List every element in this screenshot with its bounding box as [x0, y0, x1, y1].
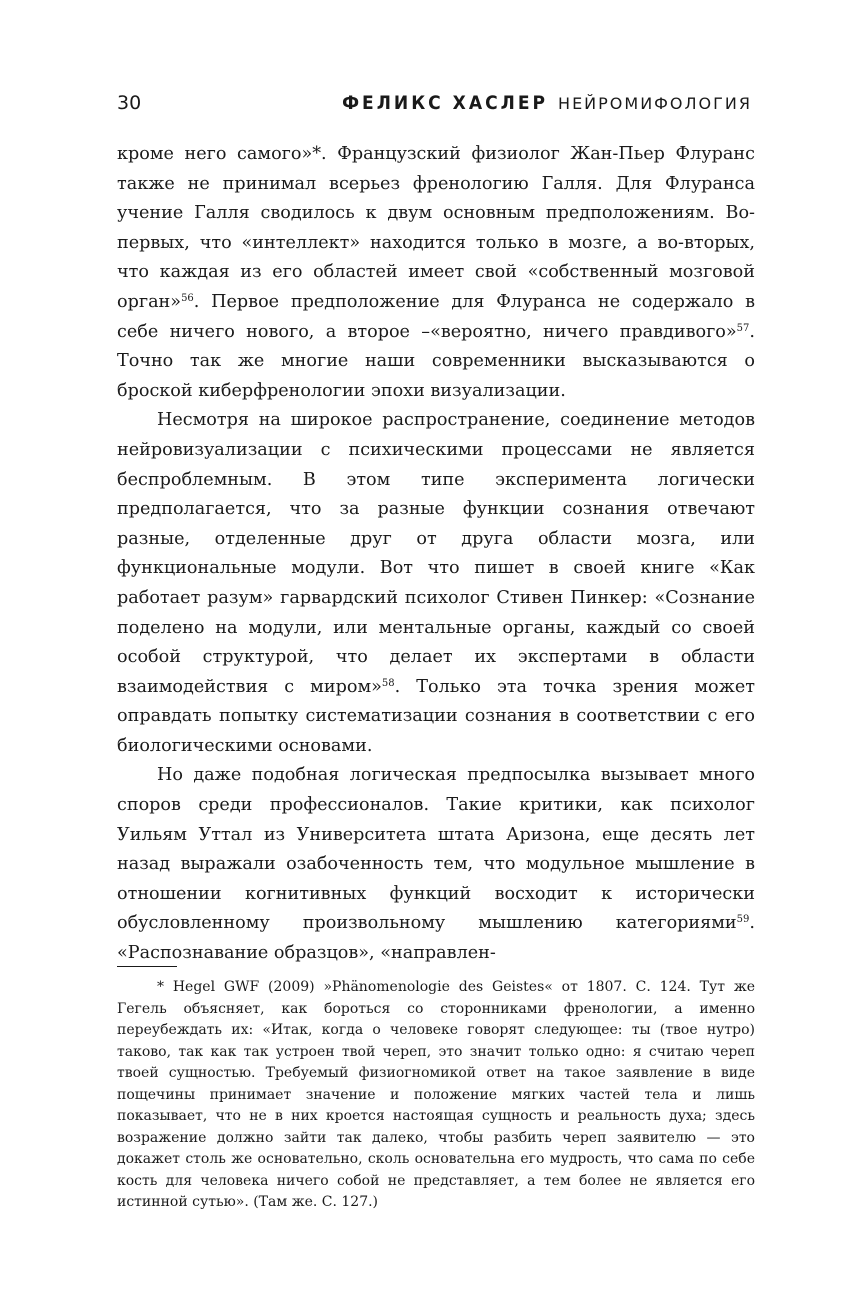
footnote-text: * Hegel GWF (2009) »Phänomenologie des Geistes« от 1807. С. 124. Тут же Гегель объясняет, как бороться со сторонниками френологии, а именно переубеждать их: «Итак, когда о человеке говорят следующее: ты (твое нутро) таково, так как так устроен твой череп, это значит только одно: я считаю череп твоей сущностью. Требуемый физиогномикой ответ на такое заявление в виде пощечины принимает значение и положение мягких частей тела и лишь показывает, что не в них кроется настоящая сущность и реальность духа; здесь возражение должно зайти так далеко, чтобы разбить череп заявителю — это докажет столь же основательно, сколь основательна его мудрость, что сама по себе кость для человека ничего собой не представляет, а тем более не является его истинной сутью». (Там же. С. 127.) — [117, 979, 755, 1210]
author-name: ФЕЛИКС ХАСЛЕР — [342, 92, 549, 114]
book-title: НЕЙРОМИФОЛОГИЯ — [558, 94, 752, 113]
paragraph — [117, 406, 755, 761]
footnote-divider — [117, 966, 177, 967]
footnote-ref: 58 — [381, 677, 395, 689]
paragraph — [117, 761, 755, 968]
running-head — [342, 92, 752, 114]
paragraph — [117, 140, 755, 406]
text-run: кроме него самого»*. Французский физиолог Жан-Пьер Флуранс также не принимал всерьез френологию Галля. Для Флуранса учение Галля сводилось к двум основным предположениям. Во-первых, что «интеллект» находится только в мозге, а во-вторых, что каждая из его областей имеет свой «собственный мозговой орган» — [117, 144, 755, 312]
text-run: . Первое предположение для Флуранса не содержало в себе ничего нового, а второе –«вероятно, ничего правдивого» — [117, 291, 755, 342]
text-run: . Точно так же многие наши современники высказываются о броской киберфренологии эпохи визуализации. — [117, 321, 755, 401]
main-text — [117, 140, 755, 969]
footnote-ref: 57 — [736, 322, 750, 334]
text-run: Несмотря на широкое распространение, соединение методов нейровизуализации с психическими процессами не является беспроблемным. В этом типе эксперимента логически предполагается, что за разные функции сознания отвечают разные, отделенные друг от друга области мозга, или функциональные модули. Вот что пишет в своей книге «Как работает разум» гарвардский психолог Стивен Пинкер: «Сознание поделено на модули, или ментальные органы, каждый со своей особой структурой, что делает их экспертами в области взаимодействия с миром» — [117, 410, 755, 697]
text-run: . Только эта точка зрения может оправдать попытку систематизации сознания в соответствии с его биологическими основами. — [117, 676, 755, 756]
running-header — [117, 92, 752, 122]
footnote-ref: 56 — [181, 292, 194, 304]
text-run: . «Распознавание образцов», «направлен- — [117, 913, 755, 964]
footnote — [117, 977, 755, 1214]
footnote-ref: 59 — [736, 914, 750, 926]
page-number: 30 — [117, 92, 142, 114]
text-run: Но даже подобная логическая предпосылка вызывает много споров среди профессионалов. Такие критики, как психолог Уильям Уттал из Университета штата Аризона, еще десять лет назад выражали озабоченность тем, что модульное мышление в отношении когнитивных функций восходит к исторически обусловленному произвольному мышлению категориями — [117, 765, 755, 934]
